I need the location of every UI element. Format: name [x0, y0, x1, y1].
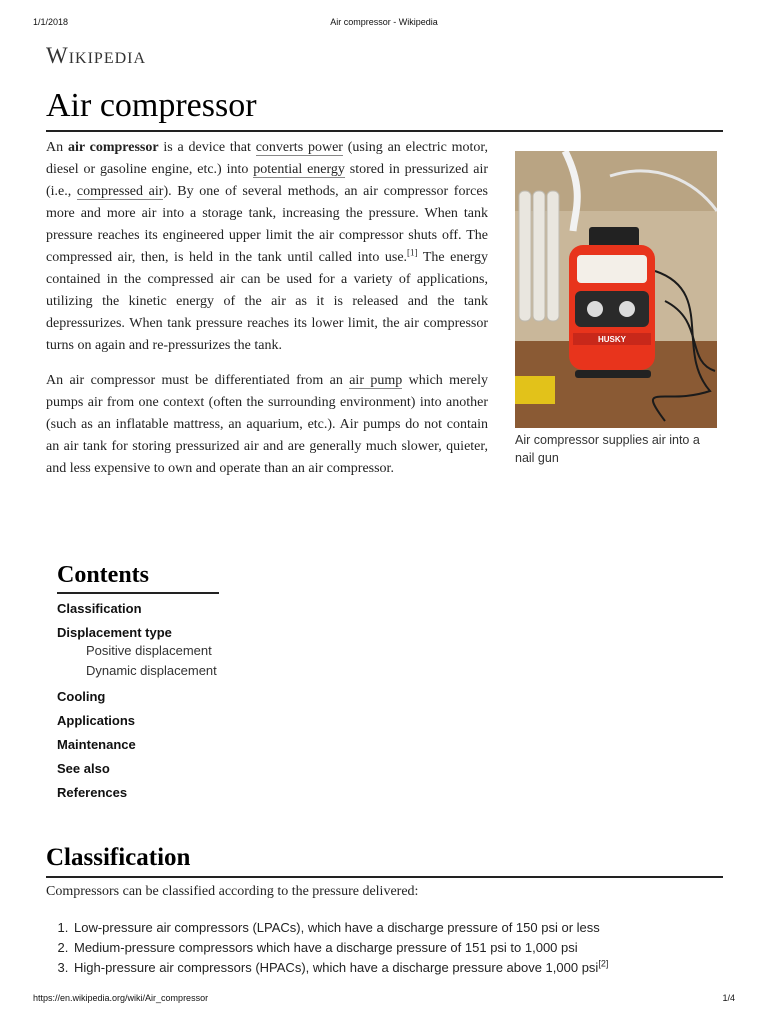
- wikipedia-wordmark[interactable]: Wikipedia: [46, 43, 147, 68]
- intro-paragraph-2: [46, 370, 488, 480]
- text-run: stored in pressurized air (i.e.,: [46, 162, 488, 199]
- text-run: An: [46, 140, 68, 155]
- list-item: [72, 958, 732, 978]
- link-air-pump[interactable]: air pump: [349, 373, 403, 388]
- photo-brand-label: HUSKY: [597, 335, 627, 344]
- list-item: [72, 938, 732, 958]
- text-run: An air compressor must be differentiated from an: [46, 373, 350, 388]
- toc-item[interactable]: [57, 624, 219, 681]
- air-compressor-photo[interactable]: [515, 151, 717, 428]
- toc-item[interactable]: [57, 736, 219, 753]
- table-of-contents: [57, 560, 219, 801]
- toc-item[interactable]: [57, 600, 219, 617]
- toc-item[interactable]: [57, 784, 219, 801]
- list-item-text: Low-pressure air compressors (LPACs), which have a discharge pressure of 150 psi or less: [74, 920, 600, 935]
- toc-item[interactable]: [57, 760, 219, 777]
- reference-1[interactable]: [1]: [407, 247, 418, 258]
- toc-sublist: [57, 641, 219, 681]
- text-run: which merely pumps air from one context (often the surrounding environment) into another (such as an inflatable mattress, an aquarium, etc.). Air pumps do not contain an air tank for storing pressurized air and are generally much slower, quieter, and less expensive to own and operate than an air compressor.: [46, 373, 489, 476]
- toc-list: [57, 600, 219, 801]
- print-page-number: 1/4: [722, 993, 735, 1003]
- bold-term: air compressor: [67, 140, 159, 155]
- image-caption: Air compressor supplies air into a nail gun: [515, 433, 700, 465]
- link-potential-energy[interactable]: potential energy: [253, 162, 345, 177]
- section-heading-classification: Classification: [46, 844, 191, 871]
- text-run: ). By one of several methods, an air compressor forces more and more air into a storage tank, increasing the pressure. When tank pressure reaches its engineered upper limit the air compressor shuts off. The compressed air, then, is held in the tank until called into use.: [46, 184, 488, 265]
- classification-intro: Compressors can be classified according to the pressure delivered:: [46, 884, 419, 899]
- link-compressed-air[interactable]: compressed air: [76, 184, 164, 199]
- article-intro: [46, 137, 488, 493]
- toc-label-references[interactable]: References: [57, 785, 128, 800]
- list-item-text: High-pressure air compressors (HPACs), which have a discharge pressure above 1,000 psi: [74, 960, 599, 975]
- infobox: [515, 151, 717, 467]
- toc-label-maintenance[interactable]: Maintenance: [57, 737, 136, 752]
- text-run: is a device that: [158, 140, 256, 155]
- text-run: (using an electric motor, diesel or gasoline engine, etc.) into: [46, 140, 488, 177]
- toc-label-displacement-type[interactable]: Displacement type: [57, 625, 172, 640]
- toc-subitem-positive-displacement[interactable]: Positive displacement: [86, 643, 212, 658]
- text-run: The energy contained in the compressed air can be used for a variety of applications, utilizing the kinetic energy of the air as it is released and the tank depressurizes. When tank pressure reaches its lower limit, the air compressor turns on again and re-pressurizes the tank.: [46, 250, 488, 353]
- page-title: Air compressor: [46, 87, 257, 124]
- toc-item[interactable]: [57, 712, 219, 729]
- toc-divider: [57, 592, 219, 594]
- print-header: [0, 17, 768, 29]
- toc-title: Contents: [57, 562, 150, 588]
- print-date: 1/1/2018: [33, 17, 69, 27]
- toc-label-cooling[interactable]: Cooling: [57, 689, 106, 704]
- toc-label-classification[interactable]: Classification: [57, 601, 142, 616]
- print-url: https://en.wikipedia.org/wiki/Air_compressor: [33, 993, 209, 1003]
- toc-label-applications[interactable]: Applications: [57, 713, 136, 728]
- print-footer: [0, 993, 768, 1005]
- intro-paragraph-1: [46, 137, 488, 357]
- section-divider: [46, 876, 723, 878]
- toc-subitem-dynamic-displacement[interactable]: Dynamic displacement: [86, 663, 217, 678]
- list-item: [72, 918, 732, 938]
- print-title: Air compressor - Wikipedia: [330, 17, 438, 27]
- toc-label-see-also[interactable]: See also: [57, 761, 110, 776]
- toc-item[interactable]: [57, 688, 219, 705]
- reference-2[interactable]: [2]: [598, 958, 609, 969]
- pressure-class-list: [46, 918, 732, 978]
- list-item-text: Medium-pressure compressors which have a discharge pressure of 151 psi to 1,000 psi: [74, 940, 578, 955]
- title-divider: [46, 130, 723, 132]
- link-converts-power[interactable]: converts power: [255, 140, 343, 155]
